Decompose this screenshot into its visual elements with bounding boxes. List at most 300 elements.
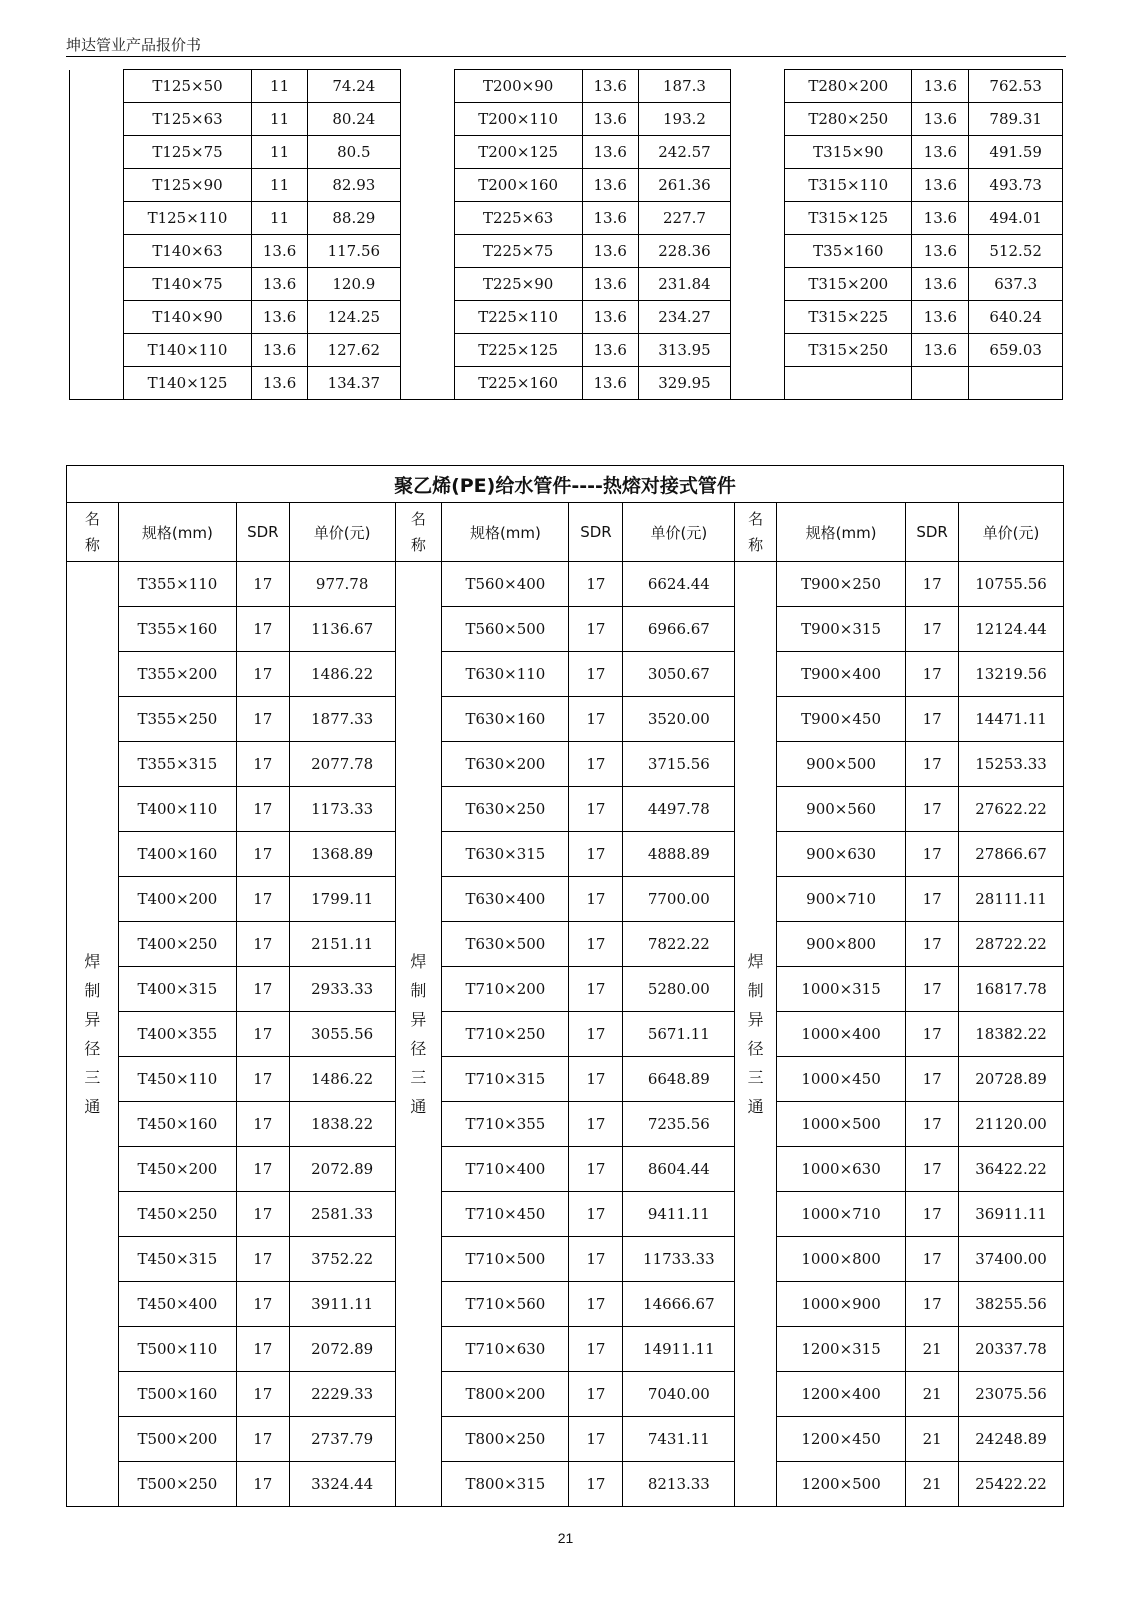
sdr-cell: 21 <box>906 1417 959 1462</box>
spec-cell: T400×200 <box>118 877 236 922</box>
sdr-cell: 13.6 <box>582 268 638 301</box>
price-cell: 1173.33 <box>289 787 395 832</box>
spec-cell: T225×125 <box>454 334 582 367</box>
sdr-cell: 17 <box>236 742 289 787</box>
table-row <box>70 202 1063 235</box>
table-row <box>67 742 1064 787</box>
price-cell: 7431.11 <box>623 1417 735 1462</box>
sdr-cell: 17 <box>236 1147 289 1192</box>
price-cell: 2229.33 <box>289 1372 395 1417</box>
table-row <box>67 1282 1064 1327</box>
table-row <box>70 235 1063 268</box>
spec-cell: T800×315 <box>442 1462 569 1507</box>
sdr-cell: 17 <box>569 1237 623 1282</box>
spec-cell: 900×710 <box>776 877 905 922</box>
price-cell: 1136.67 <box>289 607 395 652</box>
price-cell: 187.3 <box>638 70 731 103</box>
spec-cell: T355×200 <box>118 652 236 697</box>
sdr-cell: 17 <box>906 877 959 922</box>
table-header-row <box>67 503 1064 562</box>
sdr-cell: 17 <box>906 967 959 1012</box>
spec-cell: T500×160 <box>118 1372 236 1417</box>
price-cell: 24248.89 <box>959 1417 1064 1462</box>
price-cell: 2581.33 <box>289 1192 395 1237</box>
table-row <box>67 1462 1064 1507</box>
price-cell: 14471.11 <box>959 697 1064 742</box>
spec-cell: 1000×400 <box>776 1012 905 1057</box>
table-row <box>70 70 1063 103</box>
spec-cell: T710×315 <box>442 1057 569 1102</box>
table-row <box>70 103 1063 136</box>
spec-cell: T630×500 <box>442 922 569 967</box>
sdr-cell: 13.6 <box>582 301 638 334</box>
price-cell: 20337.78 <box>959 1327 1064 1372</box>
spec-cell: T225×75 <box>454 235 582 268</box>
sdr-cell: 17 <box>569 1147 623 1192</box>
sdr-cell: 17 <box>236 1102 289 1147</box>
spec-cell: T400×250 <box>118 922 236 967</box>
price-cell: 13219.56 <box>959 652 1064 697</box>
price-cell: 117.56 <box>308 235 401 268</box>
sdr-cell: 17 <box>906 1012 959 1057</box>
price-cell: 28722.22 <box>959 922 1064 967</box>
price-cell: 5280.00 <box>623 967 735 1012</box>
group-name-cell: 焊 制 异 径 三 通 <box>67 562 119 1507</box>
spec-cell: 1000×710 <box>776 1192 905 1237</box>
name-cell-empty <box>70 70 124 400</box>
table-row <box>67 832 1064 877</box>
header-price: 单价(元) <box>623 503 735 562</box>
sdr-cell: 17 <box>236 652 289 697</box>
sdr-cell: 13.6 <box>912 268 969 301</box>
spec-cell: T140×75 <box>123 268 251 301</box>
spec-cell: 1000×800 <box>776 1237 905 1282</box>
spec-cell: T560×400 <box>442 562 569 607</box>
price-cell: 120.9 <box>308 268 401 301</box>
spec-cell: T355×315 <box>118 742 236 787</box>
header-spec: 规格(mm) <box>118 503 236 562</box>
sdr-cell: 13.6 <box>252 367 308 400</box>
price-cell: 4888.89 <box>623 832 735 877</box>
sdr-cell: 17 <box>569 607 623 652</box>
price-cell: 20728.89 <box>959 1057 1064 1102</box>
spec-cell: 1200×315 <box>776 1327 905 1372</box>
price-cell: 1799.11 <box>289 877 395 922</box>
spec-cell: T450×160 <box>118 1102 236 1147</box>
price-cell: 242.57 <box>638 136 731 169</box>
price-table-continued <box>69 69 1063 400</box>
price-cell: 8213.33 <box>623 1462 735 1507</box>
header-sdr: SDR <box>906 503 959 562</box>
price-cell: 37400.00 <box>959 1237 1064 1282</box>
spec-cell: T630×400 <box>442 877 569 922</box>
sdr-cell: 17 <box>236 1057 289 1102</box>
sdr-cell: 17 <box>569 1417 623 1462</box>
sdr-cell: 17 <box>569 1282 623 1327</box>
price-cell: 134.37 <box>308 367 401 400</box>
sdr-cell: 13.6 <box>252 334 308 367</box>
sdr-cell: 13.6 <box>912 70 969 103</box>
group-name-cell: 焊 制 异 径 三 通 <box>395 562 442 1507</box>
sdr-cell: 17 <box>906 922 959 967</box>
price-cell: 231.84 <box>638 268 731 301</box>
sdr-cell: 13.6 <box>912 136 969 169</box>
price-cell: 227.7 <box>638 202 731 235</box>
header-divider <box>66 56 1066 57</box>
sdr-cell: 11 <box>252 202 308 235</box>
sdr-cell: 17 <box>236 697 289 742</box>
spec-cell: 1200×500 <box>776 1462 905 1507</box>
spec-cell: T140×90 <box>123 301 251 334</box>
spec-cell: T225×63 <box>454 202 582 235</box>
spec-cell: T355×250 <box>118 697 236 742</box>
spec-cell: T800×200 <box>442 1372 569 1417</box>
price-cell: 3520.00 <box>623 697 735 742</box>
spec-cell: T900×250 <box>776 562 905 607</box>
sdr-cell: 17 <box>569 832 623 877</box>
spec-cell: 900×560 <box>776 787 905 832</box>
group-name-cell: 焊 制 异 径 三 通 <box>735 562 777 1507</box>
sdr-cell: 17 <box>236 1282 289 1327</box>
spec-cell: T710×500 <box>442 1237 569 1282</box>
spec-cell: T450×315 <box>118 1237 236 1282</box>
sdr-cell: 17 <box>236 922 289 967</box>
price-cell: 1368.89 <box>289 832 395 877</box>
spec-cell: T710×560 <box>442 1282 569 1327</box>
sdr-cell: 17 <box>569 787 623 832</box>
sdr-cell: 17 <box>906 1057 959 1102</box>
sdr-cell: 11 <box>252 70 308 103</box>
sdr-cell: 13.6 <box>582 169 638 202</box>
sdr-cell: 17 <box>236 1237 289 1282</box>
price-cell: 25422.22 <box>959 1462 1064 1507</box>
price-cell: 38255.56 <box>959 1282 1064 1327</box>
sdr-cell: 13.6 <box>582 334 638 367</box>
price-cell: 6624.44 <box>623 562 735 607</box>
spec-cell: T710×450 <box>442 1192 569 1237</box>
spec-cell: T630×250 <box>442 787 569 832</box>
price-cell: 23075.56 <box>959 1372 1064 1417</box>
table-row <box>67 1237 1064 1282</box>
header-name: 名 称 <box>67 503 119 562</box>
spec-cell: T710×355 <box>442 1102 569 1147</box>
price-cell: 80.5 <box>308 136 401 169</box>
price-cell: 18382.22 <box>959 1012 1064 1057</box>
sdr-cell: 17 <box>906 652 959 697</box>
spec-cell: T560×500 <box>442 607 569 652</box>
spec-cell: T500×250 <box>118 1462 236 1507</box>
price-cell <box>969 367 1063 400</box>
sdr-cell: 13.6 <box>582 103 638 136</box>
table-title: 聚乙烯(PE)给水管件----热熔对接式管件 <box>67 466 1064 503</box>
price-cell: 193.2 <box>638 103 731 136</box>
price-cell: 80.24 <box>308 103 401 136</box>
price-cell: 12124.44 <box>959 607 1064 652</box>
price-cell: 4497.78 <box>623 787 735 832</box>
sdr-cell: 17 <box>569 967 623 1012</box>
spec-cell: T355×160 <box>118 607 236 652</box>
spec-cell: T140×125 <box>123 367 251 400</box>
sdr-cell: 13.6 <box>912 103 969 136</box>
table-row <box>67 1327 1064 1372</box>
pe-fittings-price-table <box>66 465 1064 1507</box>
spec-cell: T710×400 <box>442 1147 569 1192</box>
price-cell: 1877.33 <box>289 697 395 742</box>
table-row <box>67 1057 1064 1102</box>
sdr-cell: 17 <box>906 832 959 877</box>
table-row <box>67 877 1064 922</box>
price-cell: 10755.56 <box>959 562 1064 607</box>
spec-cell: T450×200 <box>118 1147 236 1192</box>
spec-cell: 900×500 <box>776 742 905 787</box>
spec-cell: T900×315 <box>776 607 905 652</box>
sdr-cell: 21 <box>906 1372 959 1417</box>
price-cell: 313.95 <box>638 334 731 367</box>
price-cell: 7235.56 <box>623 1102 735 1147</box>
spec-cell: 1000×450 <box>776 1057 905 1102</box>
spec-cell: T400×160 <box>118 832 236 877</box>
table-row <box>67 1372 1064 1417</box>
spec-cell: T280×250 <box>785 103 912 136</box>
sdr-cell <box>912 367 969 400</box>
sdr-cell: 17 <box>569 742 623 787</box>
table-row <box>67 607 1064 652</box>
spec-cell: 1200×450 <box>776 1417 905 1462</box>
price-cell: 6648.89 <box>623 1057 735 1102</box>
price-cell: 74.24 <box>308 70 401 103</box>
price-cell: 36422.22 <box>959 1147 1064 1192</box>
spec-cell: T630×110 <box>442 652 569 697</box>
price-cell: 14666.67 <box>623 1282 735 1327</box>
price-cell: 9411.11 <box>623 1192 735 1237</box>
table-row <box>70 136 1063 169</box>
price-cell: 640.24 <box>969 301 1063 334</box>
spec-cell: T630×315 <box>442 832 569 877</box>
sdr-cell: 17 <box>569 877 623 922</box>
spec-cell: 1200×400 <box>776 1372 905 1417</box>
table-row <box>70 268 1063 301</box>
price-cell: 261.36 <box>638 169 731 202</box>
sdr-cell: 21 <box>906 1327 959 1372</box>
spec-cell: T200×125 <box>454 136 582 169</box>
spec-cell: T35×160 <box>785 235 912 268</box>
spec-cell: T315×250 <box>785 334 912 367</box>
sdr-cell: 13.6 <box>582 235 638 268</box>
spec-cell: T125×50 <box>123 70 251 103</box>
spec-cell: T400×110 <box>118 787 236 832</box>
sdr-cell: 13.6 <box>582 202 638 235</box>
spec-cell: T500×110 <box>118 1327 236 1372</box>
header-name: 名 称 <box>735 503 777 562</box>
sdr-cell: 17 <box>569 697 623 742</box>
spec-cell: T450×400 <box>118 1282 236 1327</box>
table-row <box>67 652 1064 697</box>
spec-cell: T315×125 <box>785 202 912 235</box>
price-cell: 491.59 <box>969 136 1063 169</box>
spec-cell: T710×630 <box>442 1327 569 1372</box>
sdr-cell: 17 <box>236 967 289 1012</box>
spec-cell: T140×110 <box>123 334 251 367</box>
sdr-cell: 17 <box>906 787 959 832</box>
table-row <box>67 1012 1064 1057</box>
spec-cell: T900×400 <box>776 652 905 697</box>
sdr-cell: 17 <box>569 652 623 697</box>
table-row <box>67 1147 1064 1192</box>
price-cell: 124.25 <box>308 301 401 334</box>
sdr-cell: 17 <box>569 922 623 967</box>
sdr-cell: 17 <box>906 607 959 652</box>
spec-cell: T710×200 <box>442 967 569 1012</box>
table-row <box>67 1192 1064 1237</box>
sdr-cell: 17 <box>236 1192 289 1237</box>
sdr-cell: 11 <box>252 169 308 202</box>
sdr-cell: 17 <box>569 1102 623 1147</box>
price-cell: 659.03 <box>969 334 1063 367</box>
spec-cell: T225×110 <box>454 301 582 334</box>
sdr-cell: 17 <box>236 1417 289 1462</box>
spec-cell: T630×200 <box>442 742 569 787</box>
spec-cell: T125×63 <box>123 103 251 136</box>
sdr-cell: 13.6 <box>582 70 638 103</box>
sdr-cell: 17 <box>236 1327 289 1372</box>
spec-cell: T400×355 <box>118 1012 236 1057</box>
price-cell: 3752.22 <box>289 1237 395 1282</box>
table-row <box>67 787 1064 832</box>
page-number: 21 <box>557 1530 574 1546</box>
spec-cell: T450×250 <box>118 1192 236 1237</box>
sdr-cell: 17 <box>236 787 289 832</box>
spec-cell: T125×110 <box>123 202 251 235</box>
spec-cell: T200×160 <box>454 169 582 202</box>
spec-cell: T710×250 <box>442 1012 569 1057</box>
price-cell: 493.73 <box>969 169 1063 202</box>
price-cell: 228.36 <box>638 235 731 268</box>
price-cell: 3050.67 <box>623 652 735 697</box>
price-cell: 21120.00 <box>959 1102 1064 1147</box>
sdr-cell: 13.6 <box>252 268 308 301</box>
price-cell: 127.62 <box>308 334 401 367</box>
price-cell: 7040.00 <box>623 1372 735 1417</box>
price-cell: 2737.79 <box>289 1417 395 1462</box>
sdr-cell: 17 <box>906 1147 959 1192</box>
sdr-cell: 17 <box>569 1462 623 1507</box>
name-cell-empty <box>400 70 454 400</box>
price-cell: 2933.33 <box>289 967 395 1012</box>
table-row <box>70 169 1063 202</box>
price-cell: 1838.22 <box>289 1102 395 1147</box>
sdr-cell: 17 <box>569 1192 623 1237</box>
sdr-cell: 17 <box>236 832 289 877</box>
price-cell: 2077.78 <box>289 742 395 787</box>
price-cell: 2151.11 <box>289 922 395 967</box>
sdr-cell: 11 <box>252 103 308 136</box>
price-cell: 1486.22 <box>289 1057 395 1102</box>
price-cell: 14911.11 <box>623 1327 735 1372</box>
sdr-cell: 17 <box>236 1372 289 1417</box>
sdr-cell: 17 <box>236 877 289 922</box>
sdr-cell: 17 <box>236 562 289 607</box>
price-cell: 7822.22 <box>623 922 735 967</box>
spec-cell: 1000×500 <box>776 1102 905 1147</box>
header-sdr: SDR <box>569 503 623 562</box>
sdr-cell: 17 <box>569 1012 623 1057</box>
sdr-cell: 17 <box>906 697 959 742</box>
sdr-cell: 17 <box>236 607 289 652</box>
sdr-cell: 17 <box>236 1012 289 1057</box>
price-cell: 494.01 <box>969 202 1063 235</box>
spec-cell: 900×800 <box>776 922 905 967</box>
spec-cell: T125×75 <box>123 136 251 169</box>
price-cell: 512.52 <box>969 235 1063 268</box>
spec-cell: T200×110 <box>454 103 582 136</box>
spec-cell: T315×110 <box>785 169 912 202</box>
sdr-cell: 17 <box>906 742 959 787</box>
price-cell: 1486.22 <box>289 652 395 697</box>
price-cell: 3055.56 <box>289 1012 395 1057</box>
price-cell: 6966.67 <box>623 607 735 652</box>
price-cell: 36911.11 <box>959 1192 1064 1237</box>
price-cell: 28111.11 <box>959 877 1064 922</box>
sdr-cell: 17 <box>906 1192 959 1237</box>
sdr-cell: 13.6 <box>912 301 969 334</box>
sdr-cell: 13.6 <box>582 136 638 169</box>
spec-cell: T800×250 <box>442 1417 569 1462</box>
table-row <box>67 922 1064 967</box>
price-cell: 3324.44 <box>289 1462 395 1507</box>
spec-cell: T315×90 <box>785 136 912 169</box>
price-cell: 2072.89 <box>289 1147 395 1192</box>
header-price: 单价(元) <box>289 503 395 562</box>
sdr-cell: 17 <box>569 1057 623 1102</box>
spec-cell: 1000×900 <box>776 1282 905 1327</box>
price-cell: 16817.78 <box>959 967 1064 1012</box>
price-cell: 977.78 <box>289 562 395 607</box>
table-row <box>67 697 1064 742</box>
price-cell: 3715.56 <box>623 742 735 787</box>
spec-cell: T125×90 <box>123 169 251 202</box>
price-cell: 82.93 <box>308 169 401 202</box>
price-cell: 3911.11 <box>289 1282 395 1327</box>
spec-cell: 1000×630 <box>776 1147 905 1192</box>
spec-cell: 1000×315 <box>776 967 905 1012</box>
header-spec: 规格(mm) <box>776 503 905 562</box>
document-header-title: 坤达管业产品报价书 <box>66 36 202 54</box>
price-cell: 27866.67 <box>959 832 1064 877</box>
price-cell: 11733.33 <box>623 1237 735 1282</box>
price-cell: 2072.89 <box>289 1327 395 1372</box>
spec-cell: T225×90 <box>454 268 582 301</box>
sdr-cell: 11 <box>252 136 308 169</box>
sdr-cell: 13.6 <box>912 169 969 202</box>
price-cell: 762.53 <box>969 70 1063 103</box>
table-row <box>67 967 1064 1012</box>
price-cell: 789.31 <box>969 103 1063 136</box>
header-name: 名 称 <box>395 503 442 562</box>
sdr-cell: 17 <box>569 1372 623 1417</box>
spec-cell: 900×630 <box>776 832 905 877</box>
spec-cell <box>785 367 912 400</box>
header-price: 单价(元) <box>959 503 1064 562</box>
sdr-cell: 17 <box>569 1327 623 1372</box>
price-cell: 27622.22 <box>959 787 1064 832</box>
spec-cell: T315×200 <box>785 268 912 301</box>
sdr-cell: 13.6 <box>582 367 638 400</box>
sdr-cell: 17 <box>906 1102 959 1147</box>
price-cell: 7700.00 <box>623 877 735 922</box>
spec-cell: T225×160 <box>454 367 582 400</box>
table-row <box>67 1102 1064 1147</box>
price-cell: 329.95 <box>638 367 731 400</box>
